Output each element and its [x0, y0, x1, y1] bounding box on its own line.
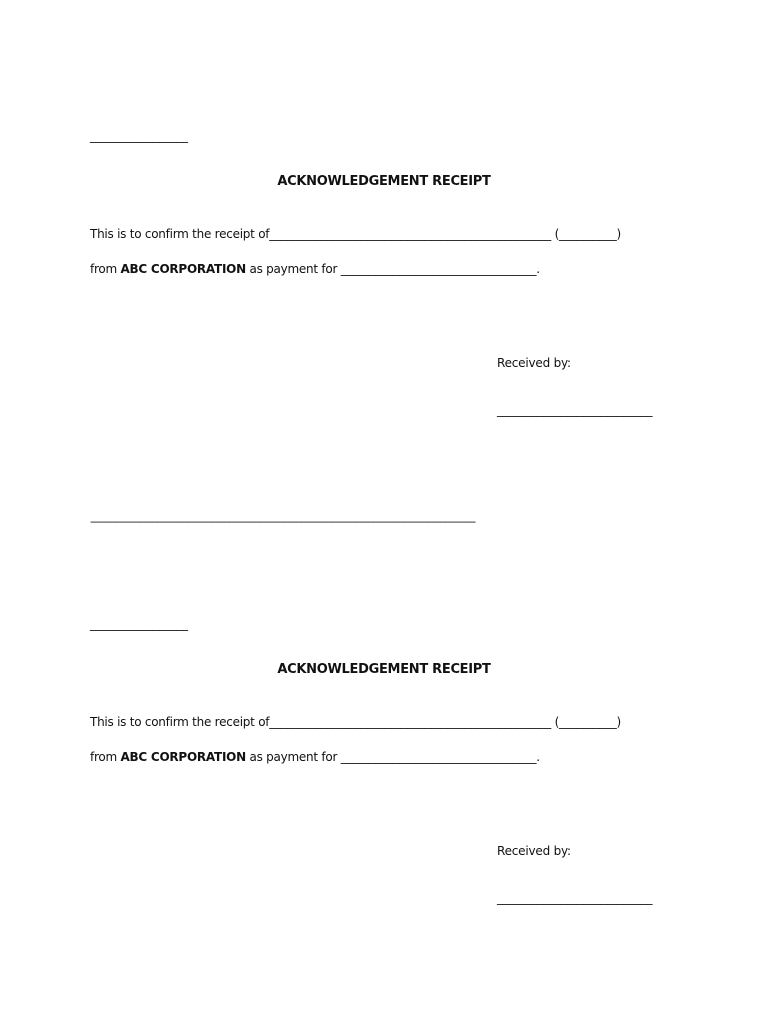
confirm-prefix: This is to confirm the receipt of	[90, 715, 270, 729]
amount-blank: _________________________________________________	[269, 227, 552, 241]
cut-line-divider: -------------------------------------------------------------------------------------------------------------------------------------------	[90, 515, 475, 528]
date-blank: _________________	[90, 129, 188, 143]
from-word: from	[90, 750, 121, 764]
period: .	[536, 262, 540, 276]
amount-blank: _________________________________________________	[269, 715, 552, 729]
signature-blank: ___________________________	[497, 891, 653, 905]
from-word: from	[90, 262, 121, 276]
receipt-top	[0, 0, 768, 500]
confirm-prefix: This is to confirm the receipt of	[90, 227, 270, 241]
payment-blank: __________________________________	[340, 262, 537, 276]
payment-blank: __________________________________	[340, 750, 537, 764]
company-name: ABC CORPORATION	[120, 262, 246, 276]
company-name: ABC CORPORATION	[120, 750, 246, 764]
confirm-line	[90, 714, 621, 730]
received-by-label: Received by:	[497, 356, 571, 370]
amount-paren: (__________)	[551, 715, 621, 729]
signature-blank: ___________________________	[497, 403, 653, 417]
from-line	[90, 749, 540, 765]
date-blank: _________________	[90, 617, 188, 631]
from-line	[90, 261, 540, 277]
payment-for-label: as payment for	[245, 750, 341, 764]
period: .	[536, 750, 540, 764]
amount-paren: (__________)	[551, 227, 621, 241]
payment-for-label: as payment for	[245, 262, 341, 276]
receipt-title: ACKNOWLEDGEMENT RECEIPT	[277, 174, 491, 189]
confirm-line	[90, 226, 621, 242]
receipt-bottom	[0, 488, 768, 988]
receipt-title: ACKNOWLEDGEMENT RECEIPT	[277, 662, 491, 677]
received-by-label: Received by:	[497, 844, 571, 858]
